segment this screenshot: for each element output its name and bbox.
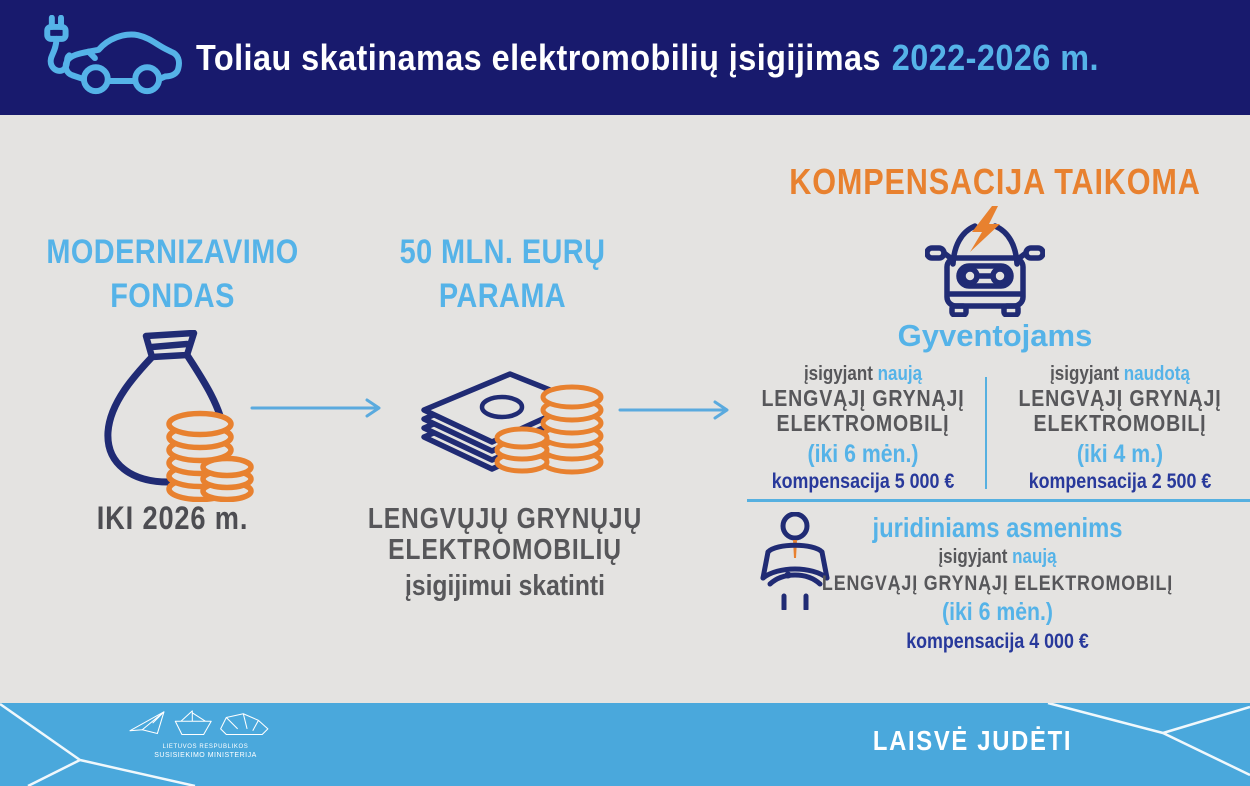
ministry-name-line1: LIETUVOS RESPUBLIKOS [162,744,249,750]
support-caption-line2: ELEKTROMOBILIŲ [388,534,622,566]
ev-car-icon [42,15,190,103]
purchase-type-line [1011,362,1229,386]
age-limit: (iki 6 mėn.) [941,598,1054,626]
ministry-name-line2: SUSISIEKIMO MINISTERIJA [154,752,257,759]
purchase-prefix: įsigyjant [803,363,873,385]
compensation-title: KOMPENSACIJA TAIKOMA [789,161,1201,202]
title-years: 2022-2026 m. [891,36,1099,78]
support-caption-line1: LENGVŲJŲ GRYNŲJŲ [367,503,643,535]
purchase-highlight: naują [877,363,923,385]
paper-car-icon [220,714,267,735]
slogan: LAISVĖ JUDĖTI [872,725,1073,756]
rear-wheel [135,67,159,91]
purchase-highlight: naudotą [1123,363,1190,385]
support-caption-line3: įsigijimui skatinti [405,570,605,602]
left-wheel-foot [952,306,966,315]
right-wheel-foot [1004,306,1018,315]
compensation-amount: kompensacija 4 000 € [906,630,1089,653]
compensation-amount: kompensacija 5 000 € [771,470,955,493]
age-limit: (iki 6 mėn.) [807,440,919,468]
residents-new-card [760,362,966,495]
purchase-prefix: įsigyjant [1050,363,1120,385]
fund-title [26,230,319,318]
header-banner [0,0,1250,115]
support-caption [352,504,658,604]
infographic-title [196,0,1099,115]
paper-shapes-icon [126,709,286,743]
column-divider [985,377,987,489]
paper-plane-icon [129,712,163,734]
support-title-line1: 50 MLN. EURŲ [399,233,606,271]
fund-title-line1: MODERNIZAVIMO [46,233,299,271]
support-title-line2: PARAMA [438,277,567,315]
footer-banner [0,703,1250,786]
legal-entities-card [783,511,1212,655]
vehicle-type-line1: LENGVĄJĮ GRYNĄJĮ [761,385,965,411]
banknotes-icon [410,350,605,478]
car-body [66,35,179,77]
front-wheel [84,67,108,91]
vehicle-type-line2: ELEKTROMOBILĮ [1033,410,1207,436]
arrow-right-icon [250,396,392,420]
compensation-amount: kompensacija 2 500 € [1028,470,1212,493]
money-bag-icon [94,330,256,502]
coin-stack-short [497,429,547,471]
purchase-type-line [783,545,1212,570]
section-divider [747,499,1250,502]
vehicle-type-line2: ELEKTROMOBILĮ [776,410,950,436]
fund-title-line2: FONDAS [110,277,235,315]
vehicle-type-line1: LENGVĄJĮ GRYNĄJĮ [1018,385,1222,411]
electric-car-front-icon [925,205,1045,317]
fund-deadline: IKI 2026 m. [96,500,249,536]
residents-heading: Gyventojams [897,318,1093,353]
coin-stack-short [203,459,251,500]
residents-used-card [1011,362,1229,495]
title-main: Toliau skatinamas elektromobilių įsigijimas [196,36,881,78]
purchase-prefix: įsigyjant [938,546,1008,568]
arrow-right-icon [618,398,740,422]
age-limit: (iki 4 m.) [1076,440,1164,468]
purchase-type-line [760,362,966,386]
paper-boat-icon [175,711,211,735]
ministry-logo [118,709,293,760]
coin-stack-tall [543,387,601,472]
vehicle-type-line: LENGVĄJĮ GRYNĄJĮ ELEKTROMOBILĮ [821,572,1174,595]
support-title [356,230,649,318]
purchase-highlight: naują [1012,546,1057,568]
legal-heading: juridiniams asmenims [872,512,1123,543]
